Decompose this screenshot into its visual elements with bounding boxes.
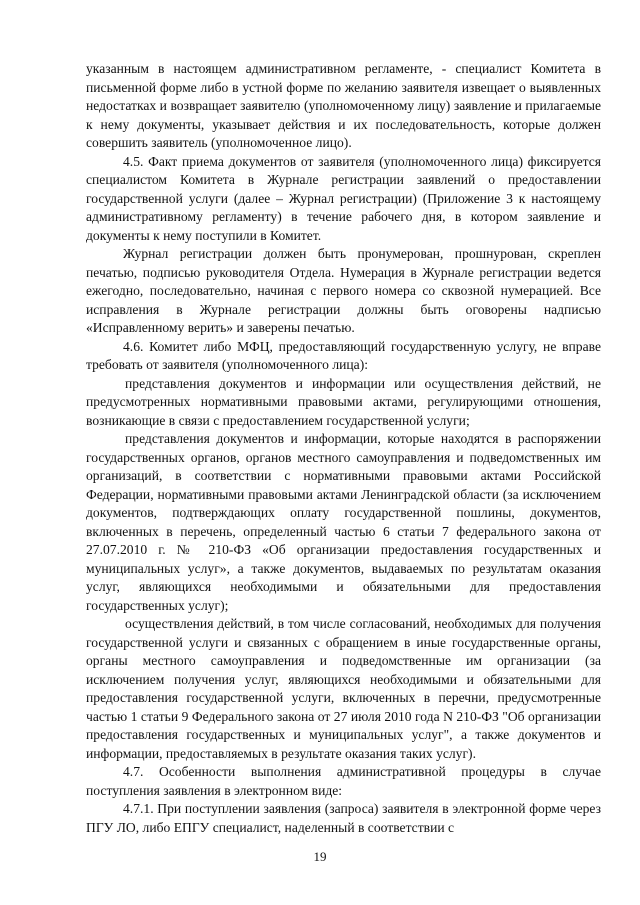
page-number: 19 xyxy=(313,849,327,864)
paragraph-continuation: указанным в настоящем административном регламенте, - специалист Комитета в письменной форме либо в устной форме по желанию заявителя извещает о выявленных недостатках и возвращает заявителю (уполномоченному лицу) заявление и прилагаемые к нему документы, указывает действия и их последовательность, которые должен совершить заявитель (уполномоченное лицо). xyxy=(86,61,601,150)
document-body xyxy=(86,60,601,837)
paragraph-list-item-1: представления документов и информации или осуществления действий, не предусмотренных нормативными правовыми актами, регулирующими отношения, возникающие в связи с предоставлением государственной услуги; xyxy=(86,375,601,428)
paragraph-4-5: 4.5. Факт приема документов от заявителя (уполномоченного лица) фиксируется специалистом Комитета в Журнале регистрации заявлений о предоставлении государственной услуги (далее – Журнал регистрации) (Приложение 3 к настоящему административному регламенту) в течение рабочего дня, в котором заявление и документы к нему поступили в Комитет. xyxy=(86,153,601,243)
paragraph-4-7: 4.7. Особенности выполнения административной процедуры в случае поступления заявления в электронном виде: xyxy=(86,764,601,798)
paragraph-4-6: 4.6. Комитет либо МФЦ, предоставляющий государственную услугу, не вправе требовать от заявителя (уполномоченного лица): xyxy=(86,338,601,372)
paragraph-list-item-3: осуществления действий, в том числе согласований, необходимых для получения государственной услуги и связанных с обращением в иные государственные органы, органы местного самоуправления и подведомственные им организации (за исключением получения услуг, являющихся необходимыми и обязательными для предоставления государственной услуги, включенных в перечни, предусмотренные частью 1 статьи 9 Федерального закона от 27 июля 2010 года N 210-ФЗ "Об организации предоставления государственных и муниципальных услуг", а также документов и информации, предоставляемых в результате оказания таких услуг). xyxy=(86,616,601,761)
paragraph-4-7-1: 4.7.1. При поступлении заявления (запроса) заявителя в электронной форме через ПГУ ЛО, либо ЕПГУ специалист, наделенный в соответствии с xyxy=(86,801,601,835)
paragraph-journal: Журнал регистрации должен быть пронумерован, прошнурован, скреплен печатью, подписью руководителя Отдела. Нумерация в Журнале регистрации ведется ежегодно, последовательно, начиная с первого номера со сквозной нумерацией. Все исправления в Журнале регистрации должны быть оговорены надписью «Исправленному верить» и заверены печатью. xyxy=(86,246,601,335)
paragraph-list-item-2: представления документов и информации, которые находятся в распоряжении государственных органов, органов местного самоуправления и подведомственных им организаций, в соответствии с нормативными правовыми актами Российской Федерации, нормативными правовыми актами Ленинградской области (за исключением документов, подтверждающих оплату государственной пошлины, документов, включенных в перечень, определенный частью 6 статьи 7 федерального закона от 27.07.2010 г. № 210-ФЗ «Об организации предоставления государственных и муниципальных услуг», а также документов, выдаваемых по результатам оказания услуг, являющихся необходимыми и обязательными для предоставления государственных услуг); xyxy=(86,431,601,613)
